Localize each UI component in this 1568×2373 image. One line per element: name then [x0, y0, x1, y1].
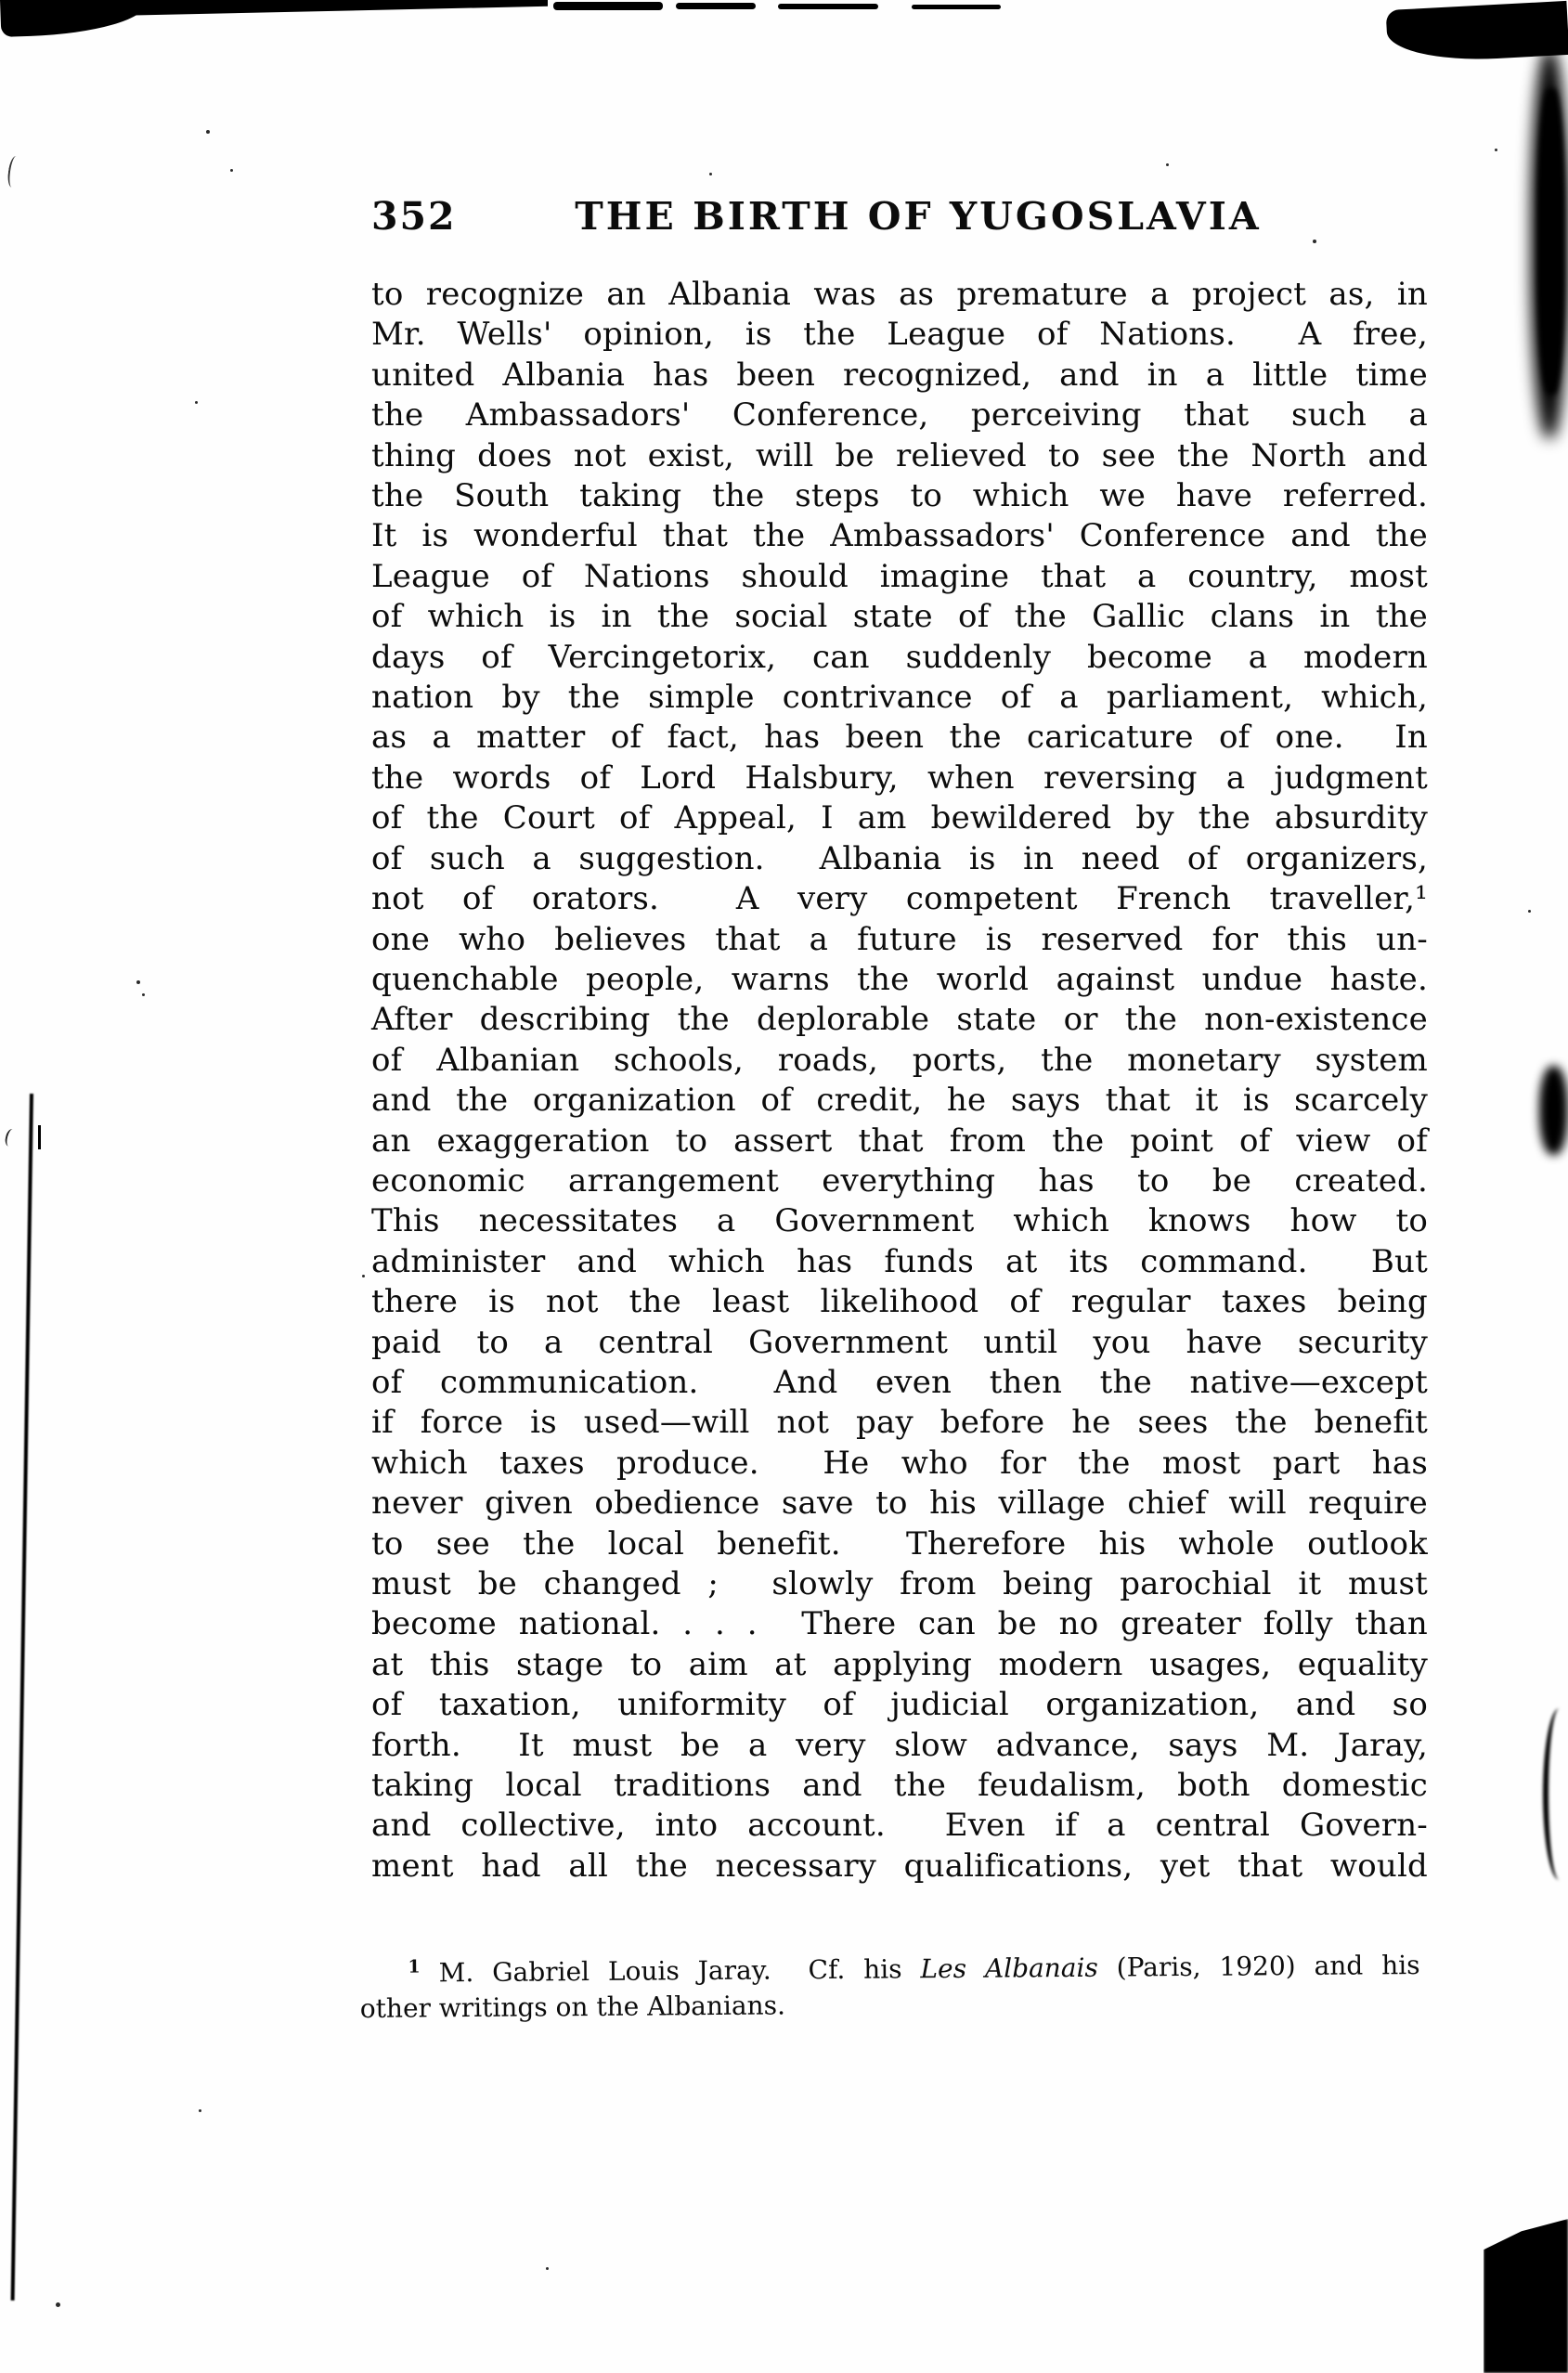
text-line: become national. . . . There can be no greater folly than — [371, 1605, 1428, 1643]
text-line: paid to a central Government until you have security — [371, 1323, 1428, 1361]
scan-artifact-right-edge-arc — [1543, 1708, 1568, 1880]
text-line: League of Nations should imagine that a country, most — [371, 557, 1428, 595]
text-line: economic arrangement everything has to be created. — [371, 1161, 1428, 1199]
text-line: It is wonderful that the Ambassadors' Conference and the — [371, 517, 1428, 555]
text-line: This necessitates a Government which knows how to — [371, 1202, 1428, 1240]
scan-speck — [709, 173, 712, 175]
scan-artifact-top-edge-dash — [912, 5, 1001, 9]
text-line: to recognize an Albania was as premature a project as, in — [371, 276, 1428, 313]
text-line: as a matter of fact, has been the caricature of one. In — [371, 719, 1428, 757]
text-line: of Albanian schools, roads, ports, the monetary system — [371, 1041, 1428, 1079]
text-line: thing does not exist, will be relieved to see the North and — [371, 436, 1428, 474]
scan-artifact-top-right-corner — [1386, 1, 1568, 64]
text-line: of the Court of Appeal, I am bewildered by the absurdity — [371, 799, 1428, 837]
text-line: which taxes produce. He who for the most part has — [371, 1444, 1428, 1482]
text-line: administer and which has funds at its command. But — [371, 1242, 1428, 1280]
footnote-line: other writings on the Albanians. — [359, 1990, 786, 2024]
text-line: Mr. Wells' opinion, is the League of Nations. A free, — [371, 316, 1428, 354]
text-line: if force is used—will not pay before he sees the benefit — [371, 1404, 1428, 1442]
scan-artifact-top-edge-bar — [111, 0, 548, 16]
text-line: of communication. And even then the native—except — [371, 1363, 1428, 1401]
text-line: never given obedience save to his village chief will require — [371, 1485, 1428, 1523]
scan-speck — [195, 401, 198, 404]
text-line: and the organization of credit, he says that it is scarcely — [371, 1082, 1428, 1120]
scan-speck — [1166, 163, 1169, 166]
scan-artifact-right-edge-band — [1537, 88, 1565, 395]
text-line: at this stage to aim at applying modern usages, equality — [371, 1645, 1428, 1683]
footnote-marker: 1 — [408, 1956, 421, 1978]
text-line: nation by the simple contrivance of a parliament, which, — [371, 679, 1428, 717]
page-number: 352 — [371, 194, 457, 239]
running-title: THE BIRTH OF YUGOSLAVIA — [575, 194, 1262, 239]
scan-speck — [199, 2109, 201, 2112]
scan-artifact-left-crease-line — [11, 1094, 33, 2301]
scan-speck — [362, 1275, 365, 1277]
text-line: the South taking the steps to which we have referred. — [371, 477, 1428, 515]
text-line: forth. It must be a very slow advance, says M. Jaray, — [371, 1726, 1428, 1764]
scan-artifact-top-edge-dash — [676, 3, 756, 9]
text-line: of which is in the social state of the Gallic clans in the — [371, 598, 1428, 636]
text-line: days of Vercingetorix, can suddenly become a modern — [371, 638, 1428, 676]
scan-speck — [546, 2267, 549, 2270]
scan-artifact-top-edge-dash — [778, 4, 878, 9]
footnote-text: (Paris, 1920) and his — [1097, 1950, 1420, 1983]
text-line: of such a suggestion. Albania is in need of organizers, — [371, 839, 1428, 877]
text-line: of taxation, uniformity of judicial organization, and so — [371, 1686, 1428, 1724]
footnote-line — [359, 1941, 1419, 1991]
footnote-book-title: Les Albanais — [920, 1952, 1098, 1985]
text-line: there is not the least likelihood of regular taxes being — [371, 1283, 1428, 1321]
text-line: the Ambassadors' Conference, perceiving that such a — [371, 396, 1428, 434]
text-line: quenchable people, warns the world against undue haste. — [371, 960, 1428, 998]
page-header — [371, 196, 1428, 237]
scan-speck — [230, 169, 233, 172]
scan-artifact-left-tick — [38, 1125, 41, 1149]
body-text — [371, 275, 1428, 1887]
scan-speck — [1528, 910, 1531, 913]
text-line: to see the local benefit. Therefore his whole outlook — [371, 1524, 1428, 1563]
scan-speck — [142, 993, 145, 996]
text-line: ment had all the necessary qualifications, yet that would — [371, 1847, 1428, 1885]
scan-speck — [206, 130, 210, 134]
text-line: After describing the deplorable state or the non-existence — [371, 1001, 1428, 1039]
scan-artifact-right-edge-blotch — [1539, 1066, 1568, 1155]
footnote — [359, 1941, 1420, 2027]
scan-speck — [56, 2302, 60, 2307]
text-line: the words of Lord Halsbury, when reversing a judgment — [371, 759, 1428, 797]
scan-speck — [1495, 149, 1497, 151]
text-line: must be changed ; slowly from being parochial it must — [371, 1565, 1428, 1602]
scan-artifact-left-hook-mark — [4, 1128, 18, 1148]
footnote-text: M. Gabriel Louis Jaray. Cf. his — [420, 1953, 921, 1989]
scan-artifact-top-edge-dash — [553, 2, 663, 10]
text-line: an exaggeration to assert that from the point of view of — [371, 1122, 1428, 1160]
text-line: and collective, into account. Even if a central Govern- — [371, 1807, 1428, 1845]
text-line: not of orators. A very competent French traveller,¹ — [371, 880, 1428, 918]
text-line: united Albania has been recognized, and in a little time — [371, 356, 1428, 394]
scan-speck — [136, 980, 140, 984]
text-line: one who believes that a future is reserved for this un- — [371, 920, 1428, 958]
scan-artifact-bottom-right-blob — [1484, 2219, 1568, 2373]
scan-speck — [1313, 240, 1316, 243]
text-line: taking local traditions and the feudalism, both domestic — [371, 1767, 1428, 1805]
scan-artifact-left-paren-mark — [6, 155, 22, 188]
